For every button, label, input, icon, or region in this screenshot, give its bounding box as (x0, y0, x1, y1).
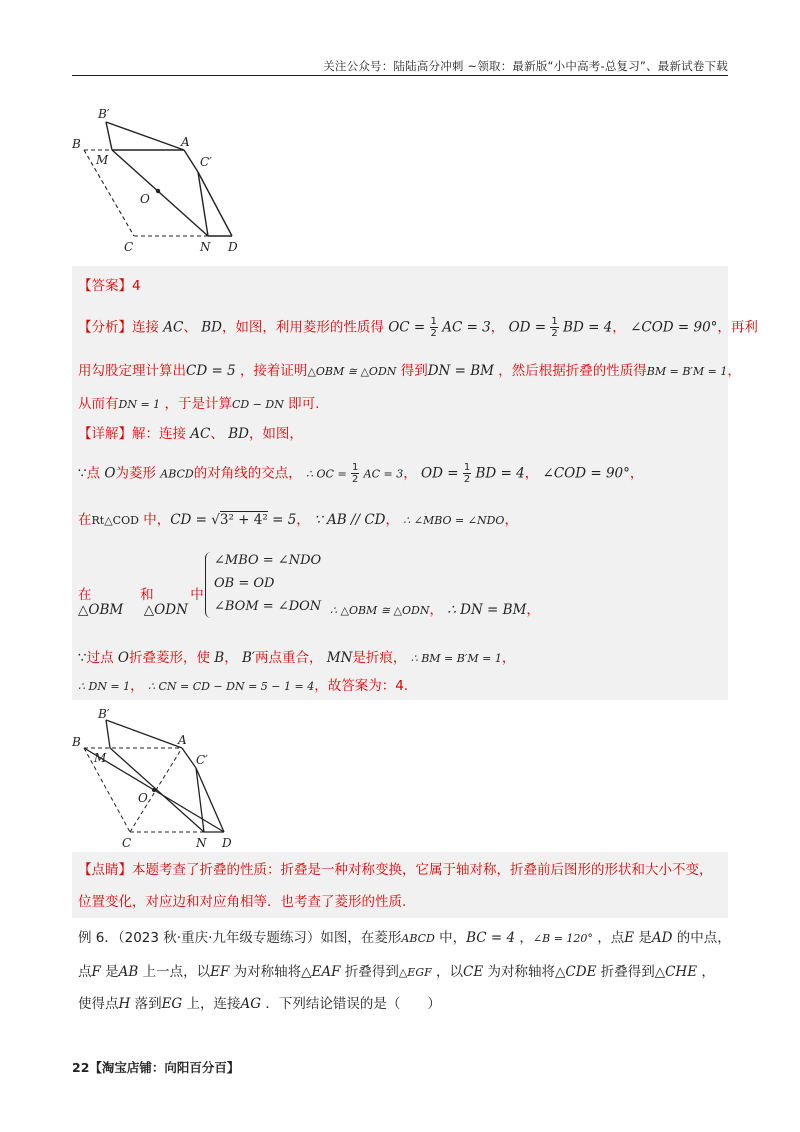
detail-line-1: 【详解】解：连接 AC、 BD，如图， (78, 426, 303, 442)
example-line-3: 使得点H 落到EG 上，连接AG ．下列结论错误的是（ ） (78, 996, 441, 1012)
analysis-line-3: 从而有DN = 1 ，于是计算CD − DN 即可. (78, 396, 320, 412)
label-m: M (96, 153, 109, 167)
label-cprime: C′ (200, 155, 212, 169)
detail-line-5: ∵过点 O折叠菱形，使 B， B′两点重合， MN是折痕， ∴ BM = B′M = 1， (78, 650, 516, 666)
answer-tag: 【答案】 (78, 278, 132, 294)
svg-text:D: D (222, 836, 232, 850)
page-footer: 22【淘宝店铺：向阳百分百】 (72, 1060, 240, 1075)
detail-line-2: ∵点 O为菱形 ABCD的对角线的交点， ∴ OC = $\frac{1}{2}$ AC = 3， OD = $\frac{1}{2}$ BD = 4， ∠COD = 90°， (78, 462, 644, 485)
page-header: 关注公众号：陆陆高分冲刺 ~领取：最新版“小中高考-总复习”、最新试卷下载 (323, 59, 728, 73)
svg-text:A: A (178, 733, 187, 747)
svg-text:C: C (122, 836, 132, 850)
detail-line-3: 在Rt△COD 中，CD = √3² + 4² = 5， ∵ AB // CD， ∴ ∠MBO = ∠NDO， (78, 512, 518, 528)
label-o: O (140, 192, 150, 206)
edge-bprime-a (106, 122, 184, 150)
analysis-line-2: 用勾股定理计算出CD = 5 ，接着证明△OBM ≅ △ODN 得到DN = BM ，然后根据折叠的性质得BM = B′M = 1， (78, 363, 741, 379)
svg-text:N: N (196, 836, 207, 850)
svg-text:O: O (138, 791, 148, 805)
detail-line-4-label: 在 和 中 (78, 587, 204, 603)
svg-text:B′: B′ (98, 707, 110, 721)
comment-line-1: 【点睛】本题考查了折叠的性质：折叠是一种对称变换，它属于轴对称，折叠前后图形的形状和大小不变， (78, 862, 713, 878)
label-c: C (124, 240, 134, 254)
label-d: D (228, 240, 238, 254)
answer-line (78, 276, 141, 296)
edge-bprime-m (106, 122, 112, 150)
example-line-2: 点F 是AB 上一点，以EF 为对称轴将△EAF 折叠得到△EGF ，以CE 为对称轴将△CDE 折叠得到△CHE ， (78, 964, 715, 980)
edge-a-cprime (184, 150, 198, 172)
svg-text:M: M (94, 751, 107, 765)
label-a: A (181, 135, 190, 149)
figure-rhombus-fold-1 (72, 102, 252, 260)
system-eq-3: ∠BOM = ∠DON (214, 599, 322, 614)
label-n: N (200, 240, 211, 254)
system-eq-1: ∠MBO = ∠NDO (214, 553, 322, 568)
example-line-1: 例 6．（2023 秋·重庆·九年级专题练习）如图，在菱形ABCD 中，BC = 4 ，∠B = 120° ，点E 是AD 的中点， (78, 930, 731, 946)
header-rule (72, 75, 728, 76)
figure-rhombus-fold-2 (72, 706, 234, 852)
svg-text:C′: C′ (196, 753, 208, 767)
comment-line-2: 位置变化，对应边和对应角相等．也考查了菱形的性质. (78, 894, 407, 910)
detail-line-4-result: ∴ △OBM ≅ △ODN， ∴ DN = BM， (330, 602, 540, 618)
answer-value: 4 (132, 278, 141, 294)
label-bprime: B′ (98, 107, 110, 121)
detail-line-6: ∴ DN = 1， ∴ CN = CD − DN = 5 − 1 = 4，故答案为：4. (78, 678, 409, 694)
point-o (156, 189, 160, 193)
svg-text:B: B (72, 735, 81, 749)
label-b: B (72, 137, 81, 151)
system-eq-2: OB = OD (214, 576, 275, 591)
detail-line-4-tri: △OBM △ODN (78, 602, 188, 618)
analysis-line-1: 【分析】连接 AC、 BD，如图，利用菱形的性质得 OC = $\frac{1}{2}$ AC = 3， OD = $\frac{1}{2}$ BD = 4， ∠COD = 90°，再利 (78, 316, 758, 339)
